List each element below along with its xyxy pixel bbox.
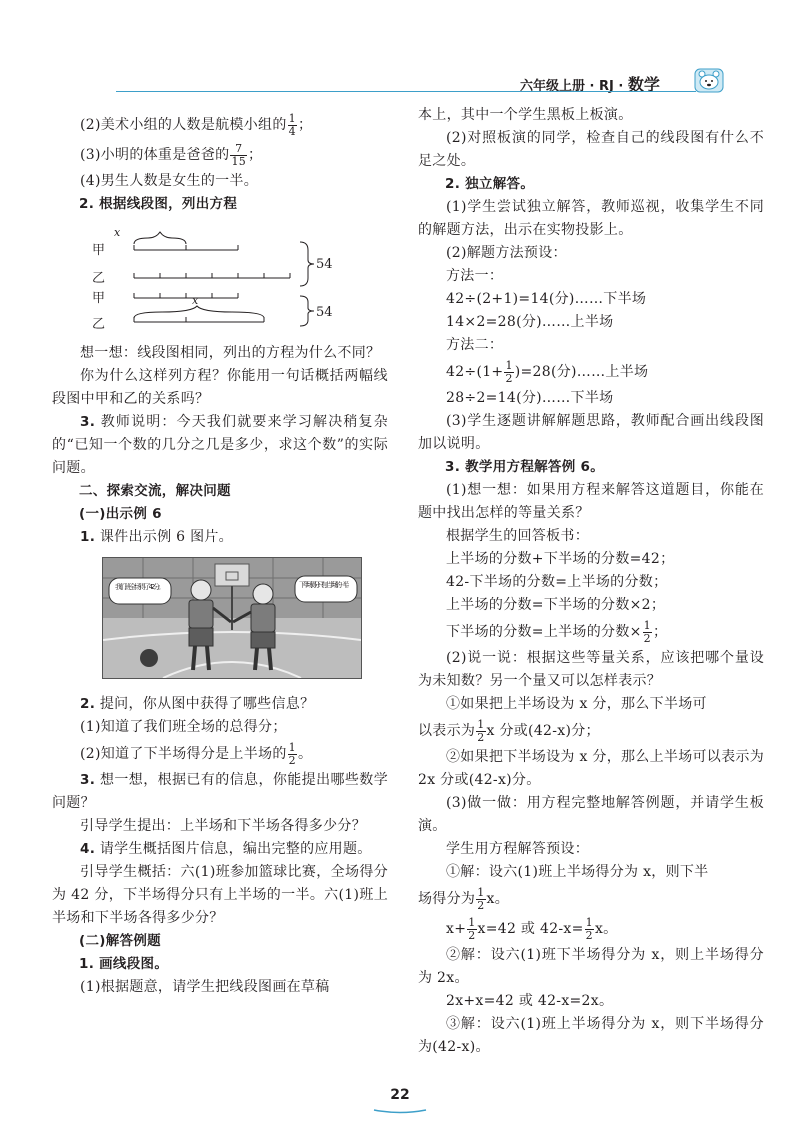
text-paragraph: (3)学生逐题讲解解题思路，教师配合画出线段图加以说明。 (418, 413, 764, 452)
book-info: 六年级上册 · RJ · (520, 79, 628, 94)
fraction: $\frac{1}{2}$ (643, 618, 651, 645)
text-line: 2. 提问，你从图中获得了哪些信息？ (80, 696, 315, 712)
math-line: 2x+x=42 或 42-x=2x。 (446, 993, 614, 1009)
text-paragraph: 你为什么这样列方程？你能用一句话概括两幅线段图中甲和乙的关系吗？ (52, 368, 388, 407)
text-paragraph: (2)对照板演的同学，检查自己的线段图有什么不足之处。 (418, 130, 764, 169)
text-paragraph: ③解：设六(1)班上半场得分为 x，则下半场得分为(42-x)。 (418, 1016, 764, 1055)
fraction: $\frac{1}{2}$ (585, 915, 593, 942)
step-heading: 2. 根据线段图，列出方程 (79, 196, 238, 212)
section-heading: 二、探索交流，解决问题 (79, 483, 231, 499)
text-line: (2)知道了下半场得分是上半场的 $\frac{1}{2}$ 。 (80, 740, 313, 767)
diagram-x-label: x (192, 294, 199, 307)
fraction: $\frac{1}{2}$ (477, 717, 485, 744)
subsection-heading: (二)解答例题 (79, 933, 161, 949)
text-line: (1)知道了我们班全场的总得分； (80, 719, 287, 735)
subject-label: 数学 (627, 75, 660, 94)
text-paragraph: ②如果把下半场设为 x 分，那么上半场可以表示为 2x 分或(42-x)分。 (418, 749, 764, 788)
text-line: ①如果把上半场设为 x 分，那么下半场可 (446, 696, 707, 712)
header-rule (116, 91, 696, 92)
text-line: 方法一： (446, 268, 504, 284)
fraction: $\frac{7}{15}$ (231, 141, 247, 168)
math-line: 42÷(1+ $\frac{1}{2}$ )=28(分)……上半场 (446, 358, 649, 385)
math-line: 28÷2=14(分)……下半场 (446, 390, 614, 406)
text-line: 以表示为 $\frac{1}{2}$ x 分或(42-x)分； (418, 717, 600, 744)
diagram-yi-label: 乙 (92, 317, 106, 332)
fraction: $\frac{1}{2}$ (288, 740, 296, 767)
right-column (418, 104, 764, 1059)
speech-bubble-left: 我们班全场得了42分。 (115, 583, 165, 591)
text-line: 1. 课件出示例 6 图片。 (80, 529, 233, 545)
math-line: 42÷(2+1)=14(分)……下半场 (446, 291, 647, 307)
math-line: 14×2=28(分)……上半场 (446, 314, 614, 330)
text-paragraph: 4. 请学生概括图片信息，编出完整的应用题。 (80, 841, 372, 857)
text-paragraph: (2)说一说：根据这些等量关系，应该把哪个量设为未知数？另一个量又可以怎样表示？ (418, 650, 764, 689)
text-line: 根据学生的回答板书： (446, 528, 589, 544)
subsection-heading: (一)出示例 6 (79, 506, 162, 522)
diagram-jia-label: 甲 (92, 243, 106, 258)
text-paragraph: 想一想：线段图相同，列出的方程为什么不同？ (80, 345, 381, 361)
text-paragraph: (3)做一做：用方程完整地解答例题，并请学生板演。 (418, 795, 764, 834)
diagram-total: 54 (316, 305, 333, 320)
math-line: 上半场的分数+下半场的分数=42； (446, 551, 675, 567)
text-paragraph: (1)学生尝试独立解答，教师巡视，收集学生不同的解题方法，出示在实物投影上。 (418, 199, 764, 238)
bear-mascot-icon (694, 66, 724, 94)
text-line: 学生用方程解答预设： (446, 841, 589, 857)
text-line: (2)美术小组的人数是航模小组的 $\frac{1}{4}$ ； (80, 111, 313, 138)
fraction: $\frac{1}{2}$ (477, 885, 485, 912)
left-column (52, 110, 388, 999)
text-paragraph: 3. 教师说明：今天我们就要来学习解决稍复杂的“已知一个数的几分之几是多少，求这个数”的实际问题。 (52, 414, 388, 476)
fraction: $\frac{1}{2}$ (505, 358, 513, 385)
text-line: (1)根据题意，请学生把线段图画在草稿 (80, 979, 330, 995)
text-line: 本上，其中一个学生黑板上板演。 (418, 107, 633, 123)
basketball-court-illustration (102, 557, 362, 679)
math-line: 上半场的分数=下半场的分数×2； (446, 597, 666, 613)
page-number-ornament-icon (372, 1106, 428, 1114)
math-line: 42-下半场的分数=上半场的分数； (446, 574, 668, 590)
segment-diagram (52, 220, 388, 332)
text-line: 方法二： (446, 337, 504, 353)
diagram-yi-label: 乙 (92, 271, 106, 286)
text-paragraph: 引导学生提出：上半场和下半场各得多少分？ (80, 818, 366, 834)
text-line: (3)小明的体重是爸爸的 $\frac{7}{15}$ ； (80, 141, 263, 168)
speech-bubble-right: 下半场得分只有上半场的一半。 (299, 581, 353, 589)
text-line: ①解：设六(1)班上半场得分为 x，则下半 (446, 864, 709, 880)
text-paragraph: 3. 想一想，根据已有的信息，你能提出哪些数学问题？ (52, 772, 388, 811)
step-heading: 1. 画线段图。 (79, 956, 169, 972)
diagram-total: 54 (316, 257, 333, 272)
diagram-x-label: x (114, 226, 121, 239)
text-line: (2)解题方法预设： (446, 245, 567, 261)
page-number: 22 (390, 1087, 410, 1103)
math-line: x+ $\frac{1}{2}$ x=42 或 42-x= $\frac{1}{2}$ x。 (446, 915, 618, 942)
text-line: (4)男生人数是女生的一半。 (80, 173, 259, 189)
page-header (0, 0, 800, 96)
math-line: 下半场的分数=上半场的分数× $\frac{1}{2}$ ； (446, 618, 668, 645)
diagram-jia-label: 甲 (92, 291, 106, 306)
step-heading: 3. 教学用方程解答例 6。 (445, 459, 605, 475)
fraction: $\frac{1}{2}$ (468, 915, 476, 942)
fraction: $\frac{1}{4}$ (288, 111, 296, 138)
text-paragraph: ②解：设六(1)班下半场得分为 x，则上半场得分为 2x。 (418, 947, 764, 986)
text-paragraph: 引导学生概括：六(1)班参加篮球比赛，全场得分为 42 分，下半场得分只有上半场的一半。六(1)班上半场和下半场各得多少分？ (52, 864, 388, 926)
text-line: 场得分为 $\frac{1}{2}$ x。 (418, 885, 510, 912)
step-heading: 2. 独立解答。 (445, 176, 535, 192)
text-paragraph: (1)想一想：如果用方程来解答这道题目，你能在题中找出怎样的等量关系？ (418, 482, 764, 521)
